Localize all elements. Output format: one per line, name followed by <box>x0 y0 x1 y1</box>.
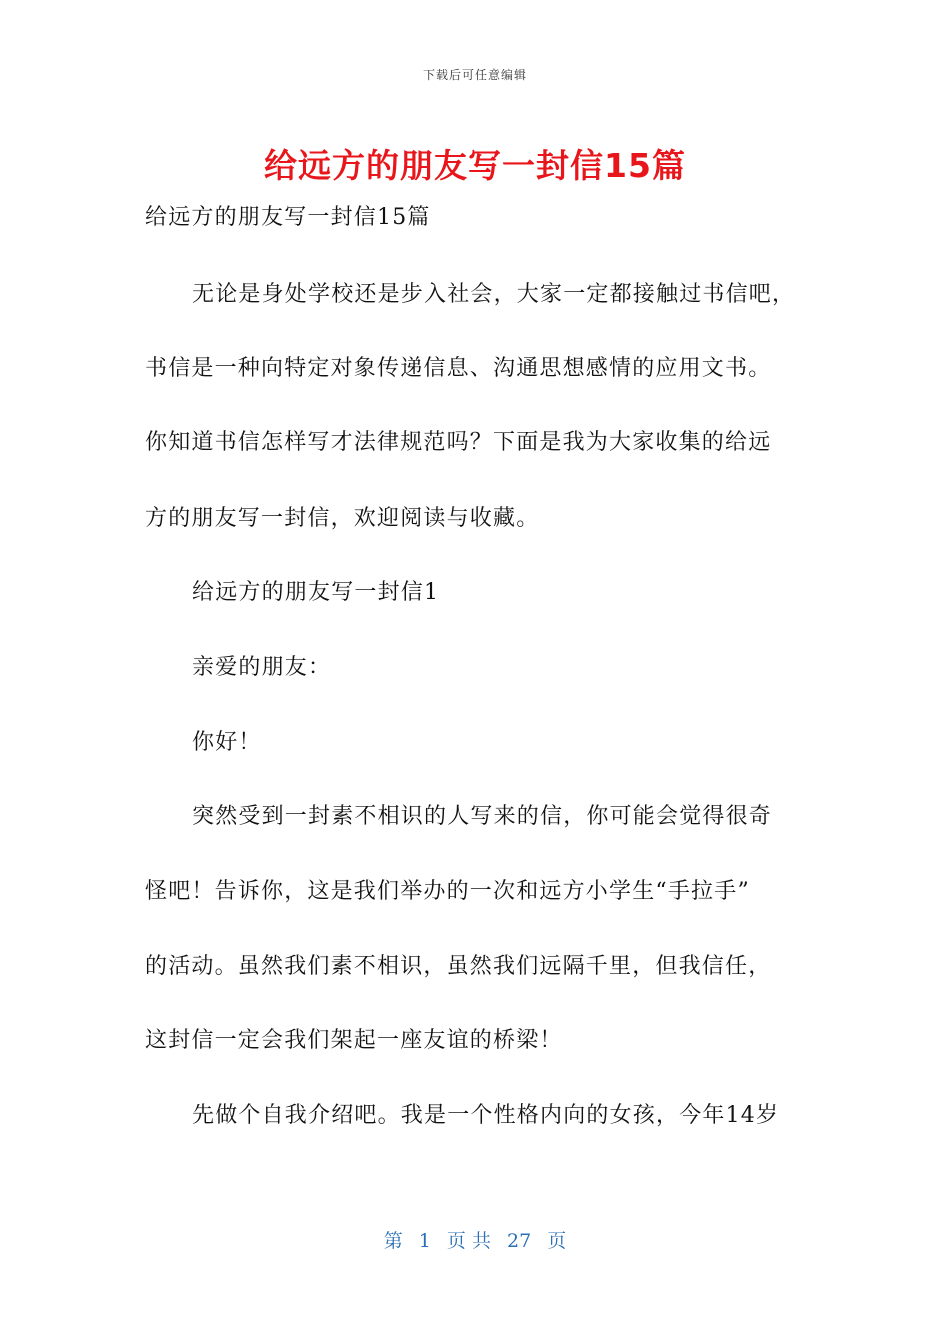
greeting: 你好！ <box>192 730 262 755</box>
section-heading: 给远方的朋友写一封信1 <box>192 580 440 605</box>
salutation: 亲爱的朋友： <box>192 655 332 680</box>
document-title: 给远方的朋友写一封信15篇 <box>264 146 686 185</box>
body-line: 书信是一种向特定对象传递信息、沟通思想感情的应用文书。 <box>145 356 772 381</box>
page-footer-middle: 页 共 <box>446 1230 491 1252</box>
page-number-total: 27 <box>507 1230 532 1252</box>
body-line: 你知道书信怎样写才法律规范吗？下面是我为大家收集的给远 <box>145 430 772 455</box>
subtitle-line: 给远方的朋友写一封信15篇 <box>145 205 431 230</box>
body-line: 这封信一定会我们架起一座友谊的桥梁！ <box>145 1028 563 1053</box>
page-number-current: 1 <box>418 1230 431 1252</box>
page-footer-suffix: 页 <box>547 1230 567 1252</box>
body-line: 怪吧！告诉你，这是我们举办的一次和远方小学生“手拉手” <box>145 879 750 904</box>
body-line: 的活动。虽然我们素不相识，虽然我们远隔千里，但我信任， <box>145 954 772 979</box>
page-footer-prefix: 第 <box>383 1230 403 1252</box>
body-line: 无论是身处学校还是步入社会，大家一定都接触过书信吧， <box>192 282 796 307</box>
page-footer <box>0 1226 950 1253</box>
body-line: 突然受到一封素不相识的人写来的信，你可能会觉得很奇 <box>192 804 773 829</box>
body-line: 方的朋友写一封信，欢迎阅读与收藏。 <box>145 506 540 531</box>
body-line: 先做个自我介绍吧。我是一个性格内向的女孩，今年14岁 <box>192 1103 780 1128</box>
header-note: 下载后可任意编辑 <box>422 68 527 82</box>
